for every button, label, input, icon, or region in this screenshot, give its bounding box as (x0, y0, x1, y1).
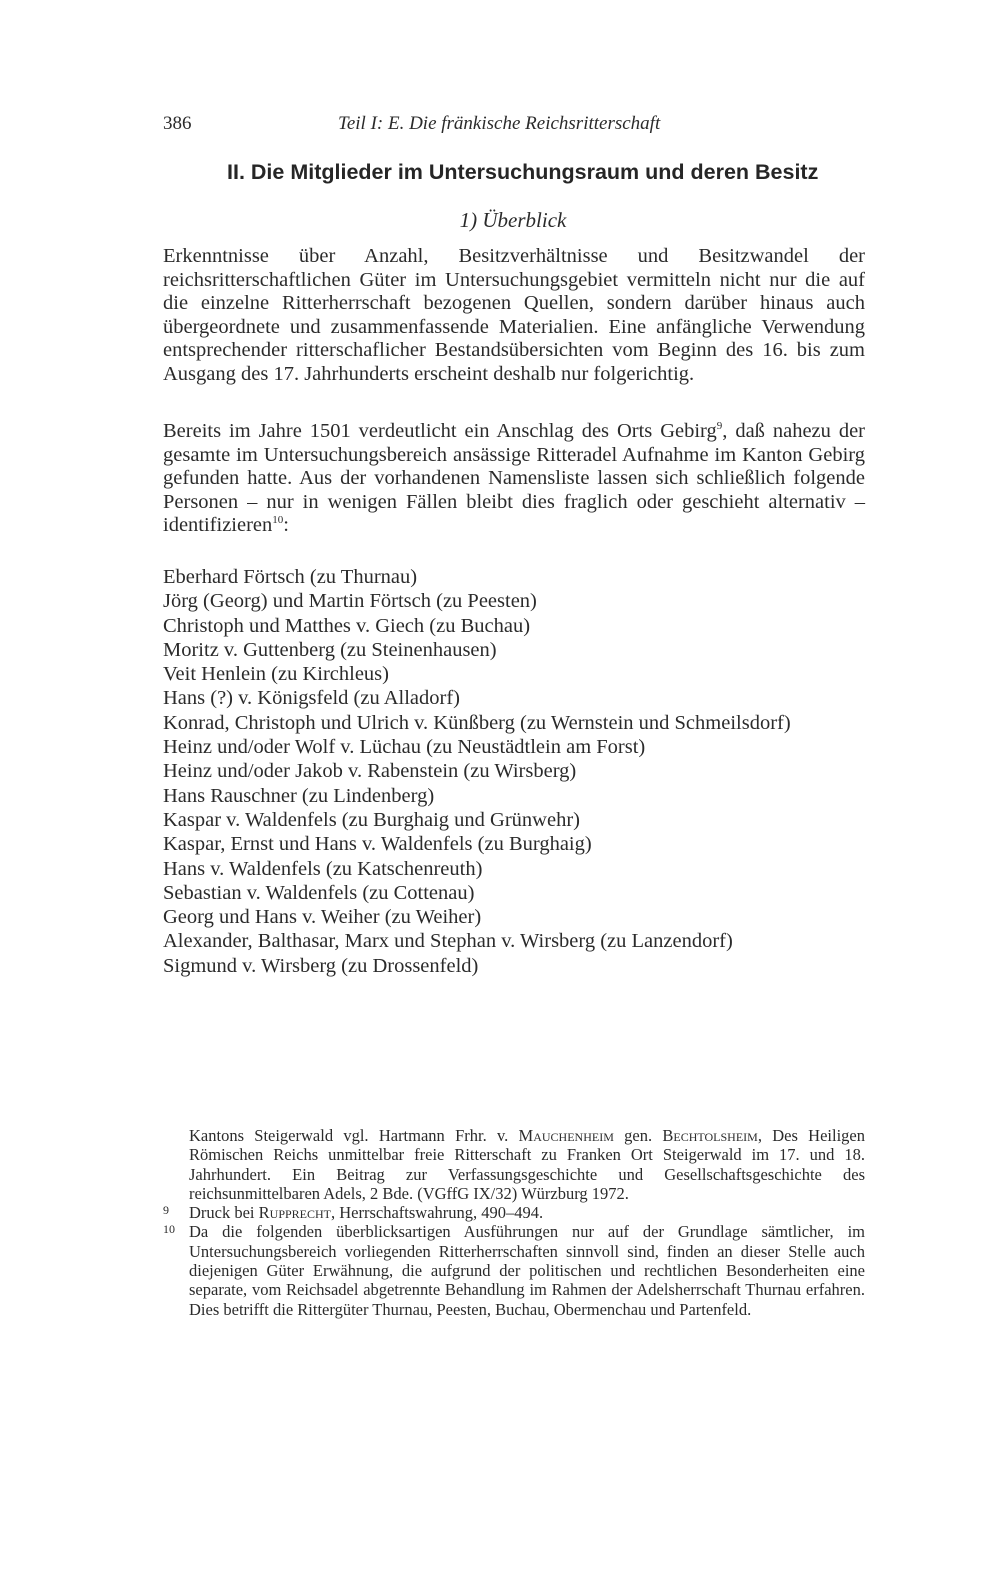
paragraph-1: Erkenntnisse über Anzahl, Besitzverhältnisse und Besitzwandel der reichsritterschaftlichen Güter im Untersuchungsgebiet vermitteln nicht nur die auf die einzelne Ritterherrschaft bezogenen Quellen, sondern darüber hinaus auch übergeordnete und zusammenfassende Materialien. Eine anfängliche Verwendung entsprechender ritterschaflicher Bestandsübersichten vom Beginn des 16. bis zum Ausgang des 17. Jahrhunderts erscheint deshalb nur folgerichtig. (163, 245, 865, 385)
footnotes (163, 1126, 865, 1319)
footnote-text: Kantons Steigerwald vgl. Hartmann Frhr. v. (189, 1126, 519, 1145)
list-item: Kaspar, Ernst und Hans v. Waldenfels (zu Burghaig) (163, 833, 592, 856)
list-item: Heinz und/oder Wolf v. Lüchau (zu Neustädtlein am Forst) (163, 736, 646, 759)
subsection-heading: 1) Überblick (459, 208, 567, 232)
footnote-text: , Herrschaftswahrung, 490–494. (331, 1203, 544, 1223)
footnote-text: Da die folgenden überblicksartigen Ausführungen nur auf der Grundlage sämtlicher, im Untersuchungsbereich vorliegenden Ritterherrschaften sinnvoll sind, finden an dieser Stelle auch diejenigen Güter Erwähnung, die aufgrund der politischen und rechtlichen Besonderheiten eine separate, vom Reichsadel abgetrennte Behandlung im Rahmen der Adelsherrschaft Thurnau erfahren. Dies betrifft die Rittergüter Thurnau, Peesten, Buchau, Obermenchau und Partenfeld. (189, 1222, 865, 1319)
list-item: Kaspar v. Waldenfels (zu Burghaig und Grünwehr) (163, 808, 580, 831)
list-item: Christoph und Matthes v. Giech (zu Buchau) (163, 614, 531, 637)
running-title: Teil I: E. Die fränkische Reichsritterschaft (338, 113, 661, 134)
paragraph-2-text-b: , daß nahezu der gesamte im Untersuchungsbereich ansässige Ritteradel Aufnahme im Kanton Gebirg gefunden hatte. Aus der vorhandenen Namensliste lassen sich schließlich folgende Personen – nur in wenigen Fällen bleibt dies fraglich oder geschieht alternativ – identifizieren (163, 420, 866, 537)
section-heading: II. Die Mitglieder im Untersuchungsraum und deren Besitz (227, 160, 819, 184)
footnote-continuation (163, 1126, 865, 1203)
author-name: Bechtolsheim (662, 1126, 758, 1145)
footnote-number: 10 (163, 1222, 175, 1237)
footnote-text: Druck bei (189, 1203, 259, 1223)
footnote-9 (163, 1203, 865, 1222)
member-name-list (163, 565, 865, 978)
list-item: Hans Rauschner (zu Lindenberg) (163, 784, 435, 807)
footnote-10 (163, 1222, 865, 1318)
list-item: Hans v. Waldenfels (zu Katschenreuth) (163, 857, 483, 880)
list-item: Georg und Hans v. Weiher (zu Weiher) (163, 906, 482, 929)
list-item: Jörg (Georg) und Martin Förtsch (zu Peesten) (163, 590, 537, 613)
list-item: Eberhard Förtsch (zu Thurnau) (163, 566, 418, 588)
list-item: Moritz v. Guttenberg (zu Steinenhausen) (163, 638, 497, 661)
list-item: Konrad, Christoph und Ulrich v. Künßberg (zu Wernstein und Schmeilsdorf) (163, 711, 791, 734)
author-name: Rupprecht (258, 1203, 332, 1223)
list-item: Heinz und/oder Jakob v. Rabenstein (zu Wirsberg) (163, 760, 577, 783)
author-name: Mauchenheim (518, 1126, 614, 1145)
list-item: Hans (?) v. Königsfeld (zu Alladorf) (163, 687, 460, 710)
list-item: Alexander, Balthasar, Marx und Stephan v. Wirsberg (zu Lanzendorf) (163, 930, 733, 953)
footnote-ref-9: 9 (716, 420, 723, 432)
paragraph-2 (163, 420, 865, 538)
footnote-text: , Des Heiligen Römischen Reichs unmittelbar freie Ritterschaft zu Franken Ort Steigerwald im 17. und 18. Jahrhundert. Ein Beitrag zur Verfassungsgeschichte und Gesellschaftsgeschichte des reichsunmittelbaren Adels, 2 Bde. (VGffG IX/32) Würzburg 1972. (189, 1126, 865, 1203)
footnote-text: gen. (613, 1126, 663, 1145)
paragraph-2-text-c: : (283, 514, 289, 537)
paragraph-2-text-a: Bereits im Jahre 1501 verdeutlicht ein Anschlag des Orts Gebirg (163, 420, 717, 442)
footnote-ref-10: 10 (272, 514, 284, 527)
footnote-number: 9 (163, 1203, 169, 1218)
page-number: 386 (163, 113, 192, 134)
list-item: Sigmund v. Wirsberg (zu Drossenfeld) (163, 954, 479, 977)
list-item: Veit Henlein (zu Kirchleus) (163, 663, 389, 686)
list-item: Sebastian v. Waldenfels (zu Cottenau) (163, 881, 475, 904)
